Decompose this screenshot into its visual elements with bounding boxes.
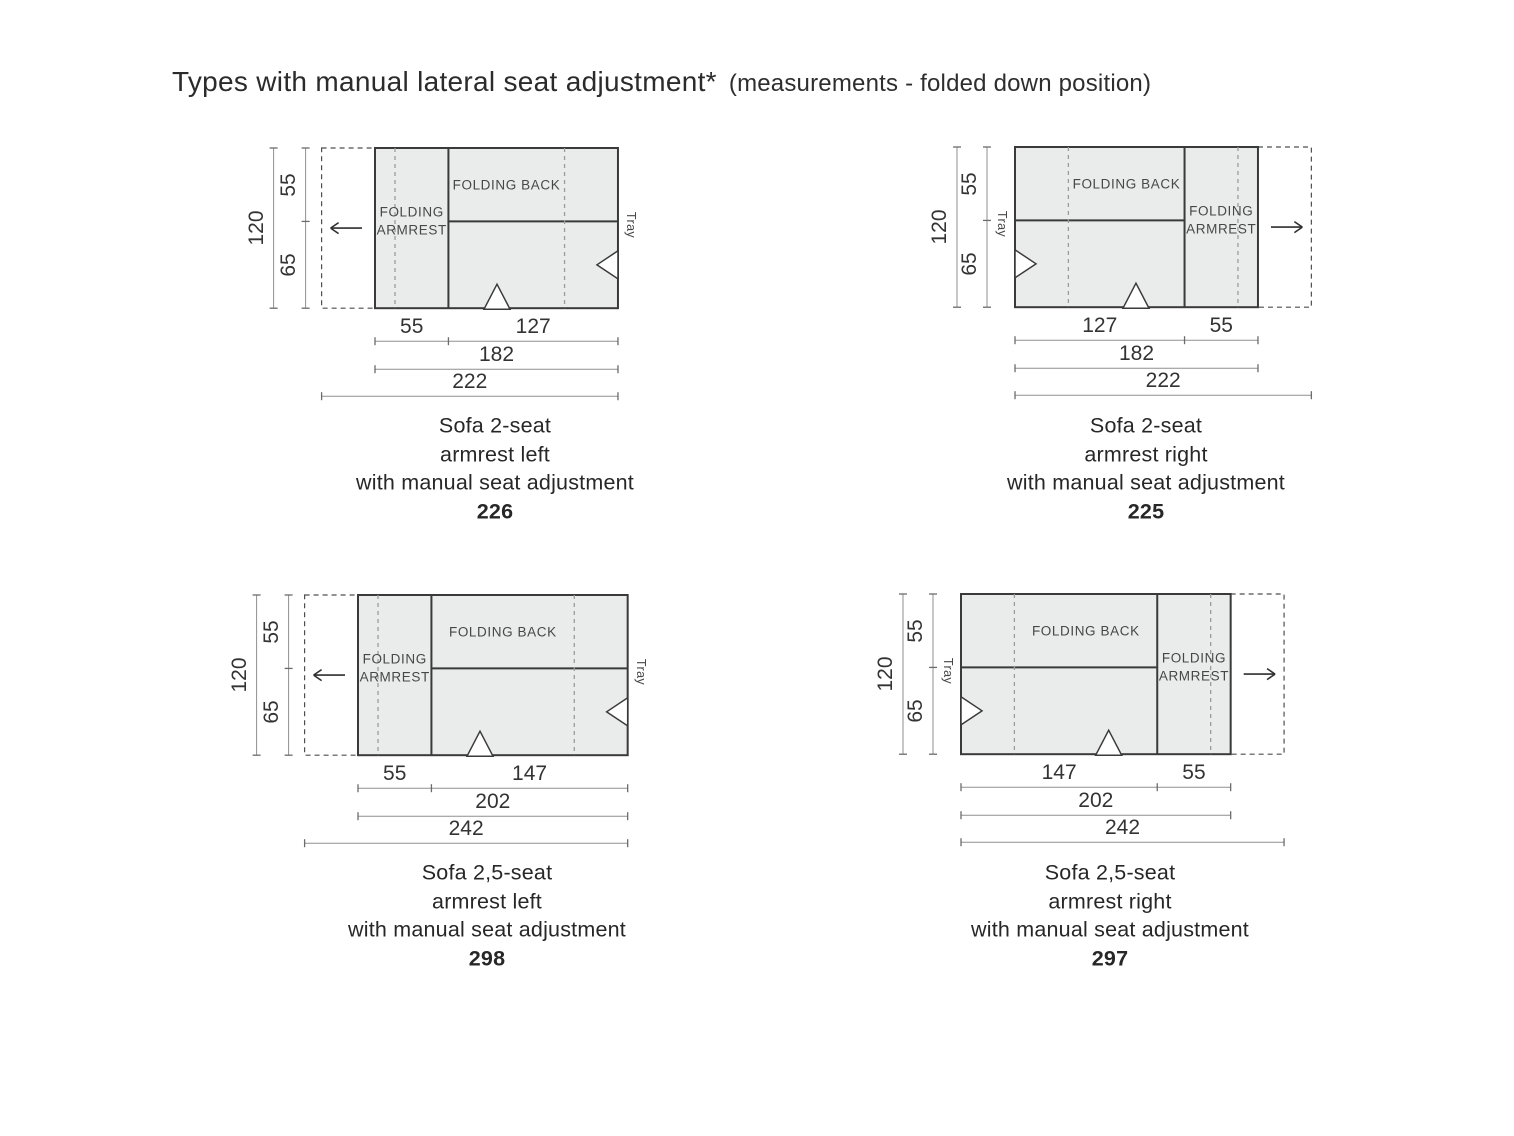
caption-feature: with manual seat adjustment (1007, 470, 1285, 495)
caption-feature: with manual seat adjustment (348, 917, 626, 942)
folding-back-label: FOLDING BACK (1072, 176, 1181, 192)
dim-back-depth: 55 (276, 173, 300, 197)
dim-armrest-width: 55 (1209, 314, 1233, 338)
dim-total-width: 242 (1105, 816, 1141, 840)
dim-seat-width: 127 (515, 315, 551, 339)
dim-total-width: 242 (448, 817, 484, 841)
tray-label: Tray (623, 212, 638, 239)
caption-feature: with manual seat adjustment (971, 917, 1249, 942)
caption-armrest-side: armrest right (1048, 889, 1172, 913)
dim-back-depth: 55 (259, 620, 283, 644)
folding-back-label: FOLDING BACK (452, 177, 561, 193)
folding-back-label: FOLDING BACK (1031, 623, 1140, 639)
dim-body-width: 182 (478, 343, 515, 367)
caption-model-number: 225 (1127, 499, 1165, 523)
dim-seat-width: 127 (1082, 314, 1118, 338)
caption-product: Sofa 2-seat (1089, 413, 1203, 438)
caption-model-number: 226 (476, 499, 514, 523)
diagram-298 (253, 595, 628, 847)
dim-back-depth: 55 (904, 619, 927, 643)
caption-product: Sofa 2,5-seat (1044, 860, 1176, 885)
dim-total-height: 120 (928, 209, 951, 245)
folding-armrest-label-line2: ARMREST (1158, 668, 1230, 684)
caption-model-number: 298 (468, 946, 506, 970)
dim-back-depth: 55 (958, 172, 981, 196)
tray-label: Tray (941, 658, 955, 685)
dim-total-height: 120 (874, 656, 897, 692)
caption-armrest-side: armrest left (440, 442, 550, 466)
dim-seat-width: 147 (1041, 761, 1077, 785)
dim-total-height: 120 (227, 657, 251, 693)
folding-armrest-label-line1: FOLDING (1161, 650, 1227, 666)
tray-label: Tray (633, 659, 648, 686)
dim-armrest-width: 55 (383, 762, 407, 786)
dim-seat-width: 147 (512, 762, 548, 786)
dim-seat-depth: 65 (259, 700, 283, 724)
diagram-226 (270, 148, 618, 400)
caption-armrest-side: armrest left (432, 889, 542, 913)
dim-seat-depth: 65 (904, 699, 927, 723)
folding-armrest-label-line1: FOLDING (362, 651, 427, 667)
folding-armrest-label-line1: FOLDING (379, 204, 444, 220)
folding-armrest-label-line2: ARMREST (376, 222, 447, 238)
dim-total-width: 222 (1145, 369, 1181, 393)
dim-seat-depth: 65 (958, 252, 981, 276)
caption-model-number: 297 (1091, 946, 1129, 970)
dim-body-width: 202 (1078, 789, 1114, 813)
dim-seat-depth: 65 (276, 253, 300, 277)
folding-armrest-label-line2: ARMREST (1186, 221, 1257, 237)
tray-label: Tray (995, 211, 1009, 238)
page-title-main: Types with manual lateral seat adjustment* (172, 66, 717, 97)
caption-feature: with manual seat adjustment (356, 470, 634, 495)
dim-body-width: 182 (1118, 342, 1155, 366)
folding-armrest-label-line1: FOLDING (1189, 203, 1254, 219)
dim-body-width: 202 (475, 790, 511, 814)
caption-product: Sofa 2-seat (438, 413, 552, 438)
dim-total-height: 120 (244, 210, 268, 246)
dim-armrest-width: 55 (1182, 761, 1206, 785)
folding-back-label: FOLDING BACK (448, 624, 557, 640)
dim-total-width: 222 (452, 370, 488, 394)
caption-armrest-side: armrest right (1084, 442, 1208, 466)
dim-armrest-width: 55 (400, 315, 424, 339)
page-title-sub: (measurements - folded down position) (728, 70, 1152, 97)
caption-product: Sofa 2,5-seat (421, 860, 553, 885)
folding-armrest-label-line2: ARMREST (359, 669, 430, 685)
